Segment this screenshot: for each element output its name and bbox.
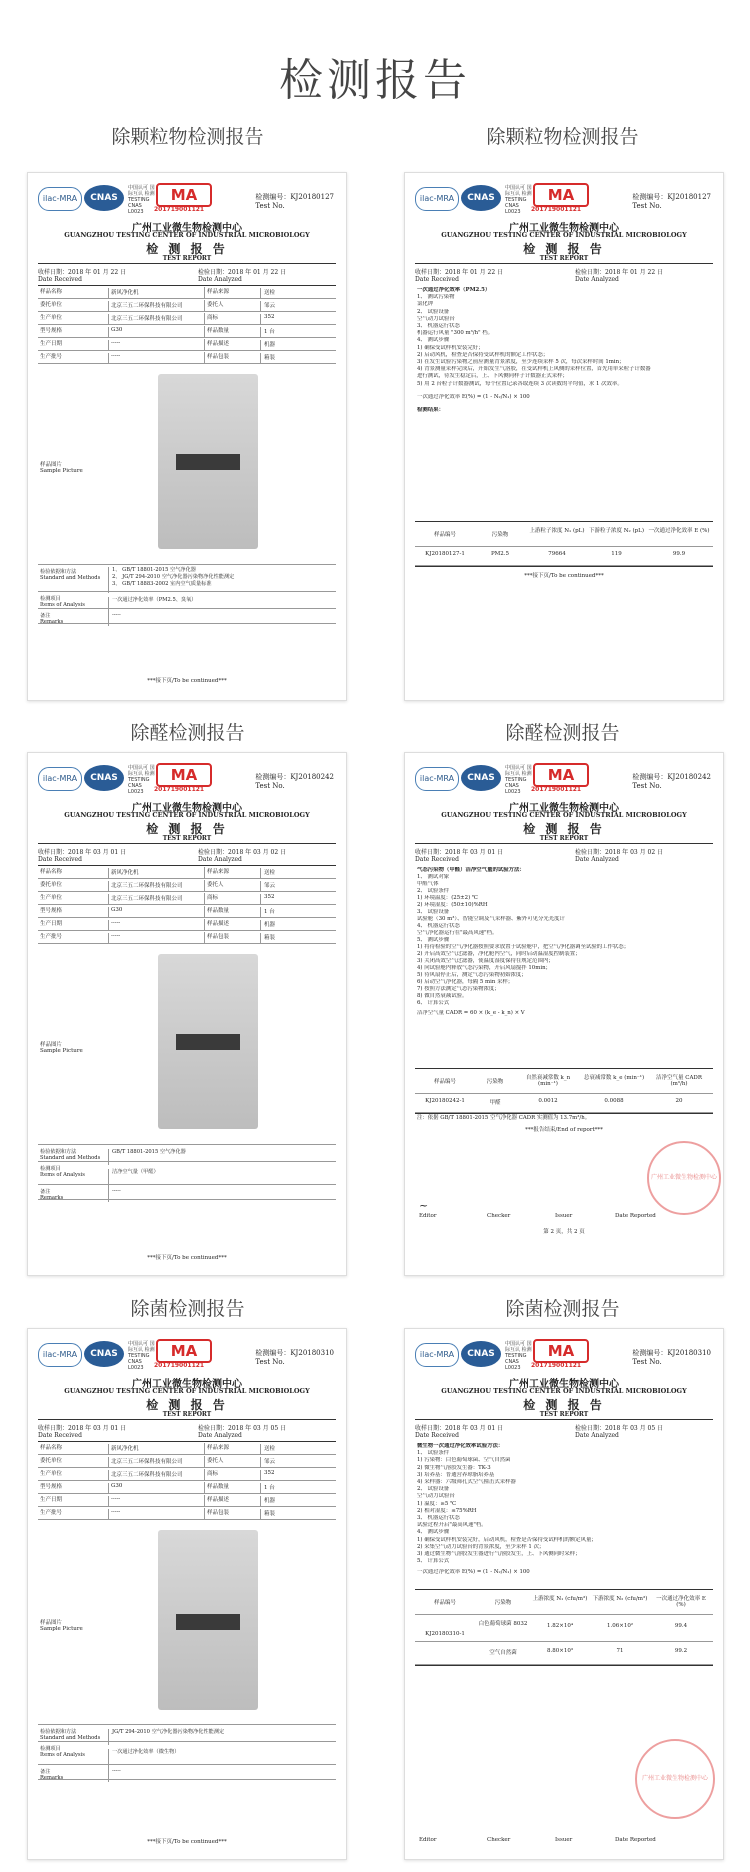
cnas-text: 中国认可 国际互认 检测 TESTING CNAS L0023 xyxy=(128,765,155,795)
continued-note: ***接下页/To be continued*** xyxy=(147,1255,227,1261)
accreditation-logos xyxy=(38,1337,336,1369)
center-name-en: GUANGZHOU TESTING CENTER OF INDUSTRIAL MICROBIOLOGY xyxy=(441,1387,687,1395)
report-title-en: TEST REPORT xyxy=(415,1411,713,1420)
page-number: 第 2 页，共 2 页 xyxy=(543,1229,585,1235)
table-row: 生产单位 北京三五二环保科技有限公司 商标 352 xyxy=(38,892,336,905)
cnas-logo: CNAS xyxy=(84,1341,124,1367)
table-row: 型号规格 G30 样品数量 1 台 xyxy=(38,1481,336,1494)
remarks-row: 备注 Remarks ----- xyxy=(38,1185,336,1200)
center-name-en: GUANGZHOU TESTING CENTER OF INDUSTRIAL MICROBIOLOGY xyxy=(64,811,310,819)
section-label-hcho-right: 除醛检测报告 xyxy=(505,722,620,744)
cnas-logo: CNAS xyxy=(461,1341,501,1367)
ilac-logo: ilac-MRA xyxy=(415,1343,459,1367)
report-dates: 收样日期：2018 年 03 月 01 日 Date Received 检验日期：2018 年 03 月 02 日 Date Analyzed xyxy=(38,849,287,863)
report-title-en: TEST REPORT xyxy=(38,255,336,264)
table-row: 生产批号 ----- 样品包装 箱装 xyxy=(38,1507,336,1520)
cma-logo: MA xyxy=(156,1339,212,1363)
table-row: 生产日期 ----- 样品描述 机器 xyxy=(38,338,336,351)
sample-info-table xyxy=(38,1441,336,1780)
table-row: 委托单位 北京三五二环保科技有限公司 委托人 邹云 xyxy=(38,299,336,312)
items-row: 检测项目 Items of Analysis 洁净空气量（甲醛） xyxy=(38,1162,336,1185)
report-hcho-page-1 xyxy=(27,752,347,1276)
continued-note: ***接下页/To be continued*** xyxy=(524,573,604,579)
cma-logo: MA xyxy=(533,1339,589,1363)
test-number: 检测编号：KJ20180127 Test No. xyxy=(632,193,711,210)
report-title: 检 测 报 告 xyxy=(146,1398,228,1412)
end-of-report-note: ***报告结束/End of report*** xyxy=(525,1127,603,1133)
report-title: 检 测 报 告 xyxy=(523,1398,605,1412)
sample-picture-row: 样品图片 Sample Picture xyxy=(38,1520,336,1725)
cnas-logo: CNAS xyxy=(461,765,501,791)
center-name: 广州工业微生物检测中心 xyxy=(132,1379,242,1390)
ilac-logo: ilac-MRA xyxy=(415,187,459,211)
sample-photo xyxy=(158,954,258,1129)
report-title-en: TEST REPORT xyxy=(415,835,713,844)
table-row: 委托单位 北京三五二环保科技有限公司 委托人 邹云 xyxy=(38,879,336,892)
test-method-text: 一次通过净化效率（PM2.5） 1、 测试污染物 氯化钾 2、 试验设备 空气动力试验台 3、 机器运行状态 机器运行风量 "300 m³/h" 档。 4、 测试步骤 1) 确保受试样机安装完好； 2) 启动风机，检查是否保持受试样机的额定工作状态； 3) 在发生试验污染物之前应测量背景浓度，至少连续采样 5 次，每次采样时间 1min； 4) 背景测量采样完成后，开始发生气溶胶，在受试样机上风侧的采样位置，首先用单采粒子计数器 进行测试，待发生稳定后，上、下风侧同样子计数器正式采样； 5) 用 2 台粒子计数器测试，每个位置记录各取连续 3 次读数的平均值，求 1 次效率。 一次通过净化效率 E(%) = (1 - N₂/N₁) × 100 检测结果： xyxy=(417,287,651,414)
report-title: 检 测 报 告 xyxy=(523,242,605,256)
cnas-text: 中国认可 国际互认 检测 TESTING CNAS L0023 xyxy=(505,1341,532,1371)
table-header-row: 样品编号 污染物 上游浓度 N₁ (cfu/m³) 下游浓度 N₂ (cfu/m³) 一次通过净化效率 E (%) xyxy=(415,1590,713,1615)
sample-picture-row: 样品图片 Sample Picture xyxy=(38,364,336,565)
cma-number: 201719001121 xyxy=(154,1362,205,1369)
ilac-logo: ilac-MRA xyxy=(38,187,82,211)
section-label-bac-left: 除菌检测报告 xyxy=(130,1298,245,1320)
cma-number: 201719001121 xyxy=(531,786,582,793)
center-name-en: GUANGZHOU TESTING CENTER OF INDUSTRIAL MICROBIOLOGY xyxy=(441,231,687,239)
center-name-en: GUANGZHOU TESTING CENTER OF INDUSTRIAL MICROBIOLOGY xyxy=(64,1387,310,1395)
report-dates: 收样日期：2018 年 03 月 01 日 Date Received 检验日期：2018 年 03 月 02 日 Date Analyzed xyxy=(415,849,664,863)
table-row: 型号规格 G30 样品数量 1 台 xyxy=(38,905,336,918)
cnas-text: 中国认可 国际互认 检测 TESTING CNAS L0023 xyxy=(128,1341,155,1371)
sample-picture-row: 样品图片 Sample Picture xyxy=(38,944,336,1145)
report-dates: 收样日期：2018 年 03 月 01 日 Date Received 检验日期：2018 年 03 月 05 日 Date Analyzed xyxy=(38,1425,287,1439)
cma-number: 201719001121 xyxy=(154,786,205,793)
standard-row: 检验依据和方法 Standard and Methods 1、 GB/T 18801-2015 空气净化器 2、 JG/T 294-2010 空气净化器污染物净化性能测定 3、 GB/T 18883-2002 室内空气质量标准 xyxy=(38,565,336,592)
accreditation-logos xyxy=(38,181,336,213)
sample-photo xyxy=(158,374,258,549)
results-table xyxy=(415,521,713,567)
table-row: 样品名称 新风净化机 样品来源 送检 xyxy=(38,1442,336,1455)
table-row: KJ20180310-1 白色葡萄球菌 8032 1.82×10⁴ 1.06×10² 99.4 xyxy=(415,1615,713,1642)
report-dates: 收样日期：2018 年 03 月 01 日 Date Received 检验日期：2018 年 03 月 05 日 Date Analyzed xyxy=(415,1425,664,1439)
section-label-hcho-left: 除醛检测报告 xyxy=(130,722,245,744)
report-title: 检 测 报 告 xyxy=(523,822,605,836)
report-bac-page-1 xyxy=(27,1328,347,1860)
remarks-row: 备注 Remarks ----- xyxy=(38,609,336,624)
table-row: 生产日期 ----- 样品描述 机器 xyxy=(38,918,336,931)
report-bac-page-2: ilac-MRA CNAS 中国认可 国际互认 检测 TESTING CNAS L0023 MA 201719001121 检测编号：KJ20180310 Test No. 广州工业微生物检测中心 GUANGZHOU TESTING CENTER OF INDUSTRIAL MICROBIOLOGY 检 测 报 告 TEST REPORT 收样日期：2018 年 03 月 01 日 Date Received 检验日期：2018 年 03 月 05 日 Date Analyzed 微生物一次通过净化效率试验方法： 1、 试验条件 1) 污染物：白色葡萄球菌、空气自然菌 2) 微生物气溶胶发生器：TK-3 3) 培养基：普通营养琼脂培养基 4) 采样器：六级筛孔式空气撞击式采样器 2、 试验设备 空气动力试验台 1) 温度：≥5 ℃ 2) 相对湿度：≤75%RH 3、 机器运行状态 试验过程开启"最高风速"档。 4、 测试步骤 1) 确保受试样机安装完好，启动风机，检查是否保持受试样机的额定风量； 2) 采集空气动力试验台的背景浓度，至少采样 1 次； 3) 通过微生物气溶胶发生器进行气溶胶发生，上、下风侧同时采样； 5、 计算公式 一次通过净化效率 E(%) = (1 - N₂/N₁) × 100 样品编号 污染物 上游浓度 N₁ (cfu/m³) 下游浓度 N₂ (cfu/m³) 一次通过净化效率 E (%) KJ20180310-1 白色葡萄球菌 8032 1.82×10⁴ 1.06×10² 99.4 空气自然菌 8.80×10³ 71 99.2 广州工业微生物检测中心 Editor Checker Issuer Date Reported xyxy=(404,1328,724,1860)
table-row: 生产批号 ----- 样品包装 箱装 xyxy=(38,351,336,364)
sample-photo xyxy=(158,1530,258,1710)
ilac-logo: ilac-MRA xyxy=(38,1343,82,1367)
test-method-text: 气态污染物（甲醛）洁净空气量的试验方法： 1、 测试对象 甲醛气体 2、 试验条件 1) 环境温度：(25±2) ℃ 2) 环境湿度：(50±10)%RH 3、 试验设备 试验舱（30 m³）、智能空调及气采样器、紫外可见分光光度计 4、 机器运行状态 空气净化器运行在"最高风速"档。 5、 测试步骤 1) 将待检验的空气净化器按照要求放置于试验舱中，把空气净化器调至试验的工作状态； 2) 开启高效空气过滤器，净化舱内空气，同时启动温湿度控制装置； 3) 关闭高效空气过滤器，使温度湿度保持在规定范围内； 4) 向试验舱内释放气态污染物，开启风扇搅拌 10min； 5) 待风扇停止后，测定气态污染物初始浓度； 6) 启动空气净化器，每隔 5 min 采样； 7) 按照方法测定气态污染物浓度； 8) 做自然衰减试验。 6、 计算公式 洁净空气量 CADR = 60 × (k_e - k_n) × V xyxy=(417,867,630,1016)
official-stamp: 广州工业微生物检测中心 xyxy=(635,1739,715,1819)
standard-row: 检验依据和方法 Standard and Methods GB/T 18801-2015 空气净化器 xyxy=(38,1145,336,1162)
report-title: 检 测 报 告 xyxy=(146,242,228,256)
report-title-en: TEST REPORT xyxy=(38,1411,336,1420)
table-row: 空气自然菌 8.80×10³ 71 99.2 xyxy=(415,1642,713,1665)
test-number: 检测编号：KJ20180310 Test No. xyxy=(255,1349,334,1366)
ilac-logo: ilac-MRA xyxy=(38,767,82,791)
table-row: KJ20180127-1 PM2.5 79664 119 99.9 xyxy=(415,547,713,566)
results-table xyxy=(415,1589,713,1666)
center-name-en: GUANGZHOU TESTING CENTER OF INDUSTRIAL MICROBIOLOGY xyxy=(441,811,687,819)
cadr-note: 注：依据 GB/T 18801-2015 空气净化器 CADR 实测值为 13.7m³/h。 xyxy=(417,1115,591,1121)
table-row: 生产单位 北京三五二环保科技有限公司 商标 352 xyxy=(38,312,336,325)
ilac-logo: ilac-MRA xyxy=(415,767,459,791)
continued-note: ***接下页/To be continued*** xyxy=(147,1839,227,1845)
items-row: 检测项目 Items of Analysis 一次通过净化效率（微生物） xyxy=(38,1742,336,1765)
remarks-row: 备注 Remarks ----- xyxy=(38,1765,336,1780)
cma-number: 201719001121 xyxy=(154,206,205,213)
accreditation-logos xyxy=(38,761,336,793)
table-row: 委托单位 北京三五二环保科技有限公司 委托人 邹云 xyxy=(38,1455,336,1468)
accreditation-logos xyxy=(415,761,713,793)
continued-note: ***接下页/To be continued*** xyxy=(147,678,227,684)
report-pm-page-2 xyxy=(404,172,724,701)
cma-logo: MA xyxy=(533,763,589,787)
cma-logo: MA xyxy=(156,763,212,787)
sample-info-table xyxy=(38,865,336,1200)
test-number: 检测编号：KJ20180310 Test No. xyxy=(632,1349,711,1366)
table-row: 生产单位 北京三五二环保科技有限公司 商标 352 xyxy=(38,1468,336,1481)
report-title-en: TEST REPORT xyxy=(38,835,336,844)
center-name: 广州工业微生物检测中心 xyxy=(509,803,619,814)
items-row: 检测项目 Items of Analysis 一次通过净化效率（PM2.5、臭氧） xyxy=(38,592,336,609)
cnas-logo: CNAS xyxy=(461,185,501,211)
cma-logo: MA xyxy=(156,183,212,207)
test-number: 检测编号：KJ20180127 Test No. xyxy=(255,193,334,210)
accreditation-logos xyxy=(415,181,713,213)
standard-row: 检验依据和方法 Standard and Methods JG/T 294-2010 空气净化器污染物净化性能测定 xyxy=(38,1725,336,1742)
cnas-logo: CNAS xyxy=(84,185,124,211)
cma-number: 201719001121 xyxy=(531,1362,582,1369)
cnas-text: 中国认可 国际互认 检测 TESTING CNAS L0023 xyxy=(128,185,155,215)
table-row: 样品名称 新风净化机 样品来源 送检 xyxy=(38,866,336,879)
center-name-en: GUANGZHOU TESTING CENTER OF INDUSTRIAL MICROBIOLOGY xyxy=(64,231,310,239)
section-label-pm-left: 除颗粒物检测报告 xyxy=(111,126,264,148)
table-row: 生产日期 ----- 样品描述 机器 xyxy=(38,1494,336,1507)
center-name: 广州工业微生物检测中心 xyxy=(509,1379,619,1390)
report-pm-page-1 xyxy=(27,172,347,701)
center-name: 广州工业微生物检测中心 xyxy=(132,803,242,814)
test-number: 检测编号：KJ20180242 Test No. xyxy=(632,773,711,790)
cnas-logo: CNAS xyxy=(84,765,124,791)
table-header-row: 样品编号 污染物 上游粒子浓度 N₁ (pL) 下游粒子浓度 N₂ (pL) 一次通过净化效率 E (%) xyxy=(415,522,713,547)
report-dates: 收样日期：2018 年 01 月 22 日 Date Received 检验日期：2018 年 01 月 22 日 Date Analyzed xyxy=(415,269,664,283)
report-hcho-page-2: ilac-MRA CNAS 中国认可 国际互认 检测 TESTING CNAS L0023 MA 201719001121 检测编号：KJ20180242 Test No. 广州工业微生物检测中心 GUANGZHOU TESTING CENTER OF INDUSTRIAL MICROBIOLOGY 检 测 报 告 TEST REPORT 收样日期：2018 年 03 月 01 日 Date Received 检验日期：2018 年 03 月 02 日 Date Analyzed 气态污染物（甲醛）洁净空气量的试验方法： 1、 测试对象 甲醛气体 2、 试验条件 1) 环境温度：(25±2) ℃ 2) 环境湿度：(50±10)%RH 3、 试验设备 试验舱（30 m³）、智能空调及气采样器、紫外可见分光光度计 4、 机器运行状态 空气净化器运行在"最高风速"档。 5、 测试步骤 1) 将待检验的空气净化器按照要求放置于试验舱中，把空气净化器调至试验的工作状态； 2) 开启高效空气过滤器，净化舱内空气，同时启动温湿度控制装置； 3) 关闭高效空气过滤器，使温度湿度保持在规定范围内； 4) 向试验舱内释放气态污染物，开启风扇搅拌 10min； 5) 待风扇停止后，测定气态污染物初始浓度； 6) 启动空气净化器，每隔 5 min 采样； 7) 按照方法测定气态污染物浓度； 8) 做自然衰减试验。 6、 计算公式 洁净空气量 CADR = 60 × (k_e - k_n) × V 样品编号 污染物 自然衰减常数 k_n (min⁻¹) 总衰减常数 k_e (min⁻¹) 洁净空气量 CADR (m³/h) KJ20180242-1 甲醛 0.0012 0.0088 20 注：依据 GB/T 18801-2015 空气净化器 CADR 实测值为 13.7m³/h。 ***报告结束/End of report*** 广州工业微生物检测中心 ~ Editor Checker Issuer Date Reported 第 2 页，共 2 页 xyxy=(404,752,724,1276)
report-dates: 收样日期：2018 年 01 月 22 日 Date Received 检验日期：2018 年 01 月 22 日 Date Analyzed xyxy=(38,269,287,283)
results-table xyxy=(415,1068,713,1114)
cnas-text: 中国认可 国际互认 检测 TESTING CNAS L0023 xyxy=(505,765,532,795)
table-header-row: 样品编号 污染物 自然衰减常数 k_n (min⁻¹) 总衰减常数 k_e (min⁻¹) 洁净空气量 CADR (m³/h) xyxy=(415,1069,713,1094)
official-stamp: 广州工业微生物检测中心 xyxy=(647,1141,721,1215)
table-row: 生产批号 ----- 样品包装 箱装 xyxy=(38,931,336,944)
table-row: KJ20180242-1 甲醛 0.0012 0.0088 20 xyxy=(415,1094,713,1113)
cnas-text: 中国认可 国际互认 检测 TESTING CNAS L0023 xyxy=(505,185,532,215)
section-label-pm-right: 除颗粒物检测报告 xyxy=(486,126,639,148)
cma-logo: MA xyxy=(533,183,589,207)
center-name: 广州工业微生物检测中心 xyxy=(509,223,619,234)
test-method-text: 微生物一次通过净化效率试验方法： 1、 试验条件 1) 污染物：白色葡萄球菌、空气自然菌 2) 微生物气溶胶发生器：TK-3 3) 培养基：普通营养琼脂培养基 4) 采样器：六级筛孔式空气撞击式采样器 2、 试验设备 空气动力试验台 1) 温度：≥5 ℃ 2) 相对湿度：≤75%RH 3、 机器运行状态 试验过程开启"最高风速"档。 4、 测试步骤 1) 确保受试样机安装完好，启动风机，检查是否保持受试样机的额定风量； 2) 采集空气动力试验台的背景浓度，至少采样 1 次； 3) 通过微生物气溶胶发生器进行气溶胶发生，上、下风侧同时采样； 5、 计算公式 一次通过净化效率 E(%) = (1 - N₂/N₁) × 100 xyxy=(417,1443,597,1576)
cma-number: 201719001121 xyxy=(531,206,582,213)
center-name: 广州工业微生物检测中心 xyxy=(132,223,242,234)
section-label-bac-right: 除菌检测报告 xyxy=(505,1298,620,1320)
sample-info-table xyxy=(38,285,336,624)
report-title: 检 测 报 告 xyxy=(146,822,228,836)
report-title-en: TEST REPORT xyxy=(415,255,713,264)
table-row: 样品名称 新风净化机 样品来源 送检 xyxy=(38,286,336,299)
test-number: 检测编号：KJ20180242 Test No. xyxy=(255,773,334,790)
table-row: 型号规格 G30 样品数量 1 台 xyxy=(38,325,336,338)
page-title: 检测报告 xyxy=(279,55,471,106)
accreditation-logos xyxy=(415,1337,713,1369)
